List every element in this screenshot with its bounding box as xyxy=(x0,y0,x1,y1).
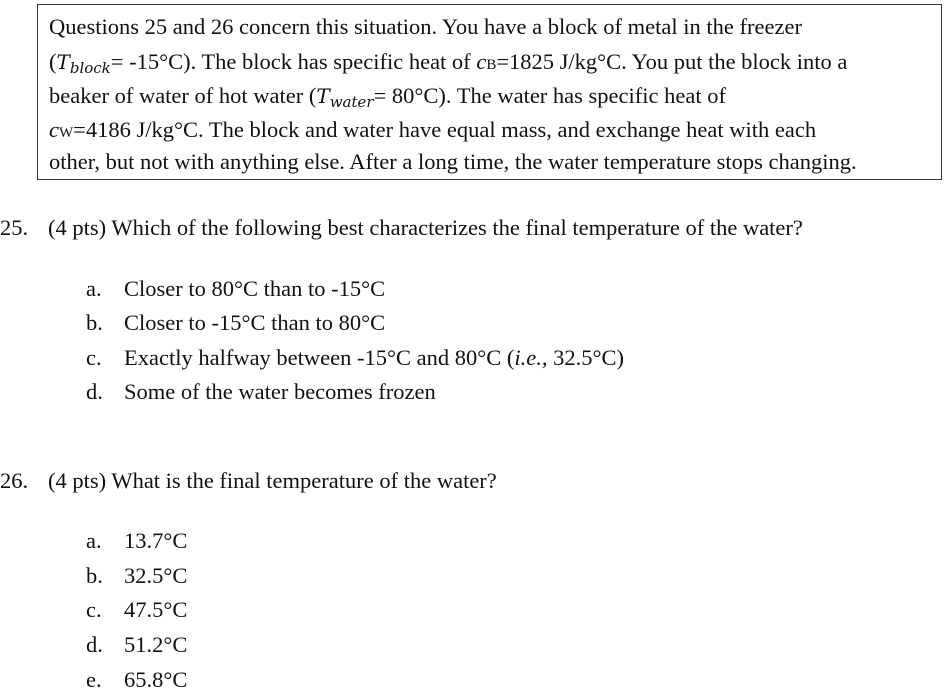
scenario-text: =4186 J/kg°C. The block and water have equal mass, and exchange heat with each xyxy=(73,117,817,142)
option-letter: c. xyxy=(86,345,102,370)
option-text: 47.5°C xyxy=(124,597,188,622)
q25-option-d[interactable] xyxy=(86,379,436,405)
scenario-line-4 xyxy=(49,117,816,146)
scenario-line-1 xyxy=(49,14,802,40)
scenario-line-3 xyxy=(49,83,726,111)
question-text: (4 pts) Which of the following best characterizes the final temperature of the water? xyxy=(48,215,803,240)
scenario-box xyxy=(37,4,942,180)
option-text: 65.8°C xyxy=(124,667,188,692)
question-number: 25. xyxy=(0,215,29,240)
specific-heat-symbol: c xyxy=(476,49,487,74)
water-subscript: water xyxy=(329,93,374,111)
option-letter: b. xyxy=(86,563,103,588)
option-ie-italic: i.e., xyxy=(514,345,548,370)
temperature-symbol: T xyxy=(56,50,70,74)
option-text: Some of the water becomes frozen xyxy=(124,379,436,404)
scenario-text: = 80°C). The water has specific heat of xyxy=(373,83,726,108)
option-text: 51.2°C xyxy=(124,632,188,657)
block-subscript: block xyxy=(69,59,111,77)
scenario-line-2 xyxy=(49,49,847,78)
question-text: (4 pts) What is the final temperature of the water? xyxy=(48,468,497,493)
option-letter: a. xyxy=(86,528,102,553)
temperature-symbol: T xyxy=(316,84,330,108)
paren-open: ( xyxy=(49,49,57,74)
question-26 xyxy=(0,468,497,494)
option-text: 32.5°C xyxy=(124,563,188,588)
option-text: 32.5°C) xyxy=(547,345,625,370)
option-letter: b. xyxy=(86,310,103,335)
q26-option-b[interactable] xyxy=(86,563,187,589)
scenario-text: = -15°C). The block has specific heat of xyxy=(110,49,477,74)
scenario-text: Questions 25 and 26 concern this situation. You have a block of metal in the freezer xyxy=(49,14,802,39)
scenario-line-5 xyxy=(49,149,857,175)
question-number: 26. xyxy=(0,468,29,493)
option-text: Closer to -15°C than to 80°C xyxy=(124,310,386,335)
option-letter: e. xyxy=(86,667,102,692)
q26-option-e[interactable] xyxy=(86,667,187,693)
q25-option-c[interactable] xyxy=(86,345,624,371)
q26-option-c[interactable] xyxy=(86,597,187,623)
specific-heat-symbol: c xyxy=(49,117,59,142)
water-heat-subscript: W xyxy=(59,125,74,141)
q25-option-b[interactable] xyxy=(86,310,385,336)
block-heat-subscript: B xyxy=(486,57,497,73)
option-text: Closer to 80°C than to -15°C xyxy=(124,276,386,301)
option-letter: a. xyxy=(86,276,102,301)
option-letter: d. xyxy=(86,632,103,657)
q25-option-a[interactable] xyxy=(86,276,385,302)
q26-option-a[interactable] xyxy=(86,528,187,554)
option-letter: d. xyxy=(86,379,103,404)
option-text: 13.7°C xyxy=(124,528,188,553)
option-letter: c. xyxy=(86,597,102,622)
question-25 xyxy=(0,215,803,241)
option-text: Exactly halfway between -15°C and 80°C ( xyxy=(124,345,515,370)
scenario-text: other, but not with anything else. After a long time, the water temperature stops changing. xyxy=(49,149,857,174)
q26-option-d[interactable] xyxy=(86,632,187,658)
scenario-text: =1825 J/kg°C. You put the block into a xyxy=(496,49,848,74)
scenario-text: beaker of water of hot water ( xyxy=(49,83,317,108)
